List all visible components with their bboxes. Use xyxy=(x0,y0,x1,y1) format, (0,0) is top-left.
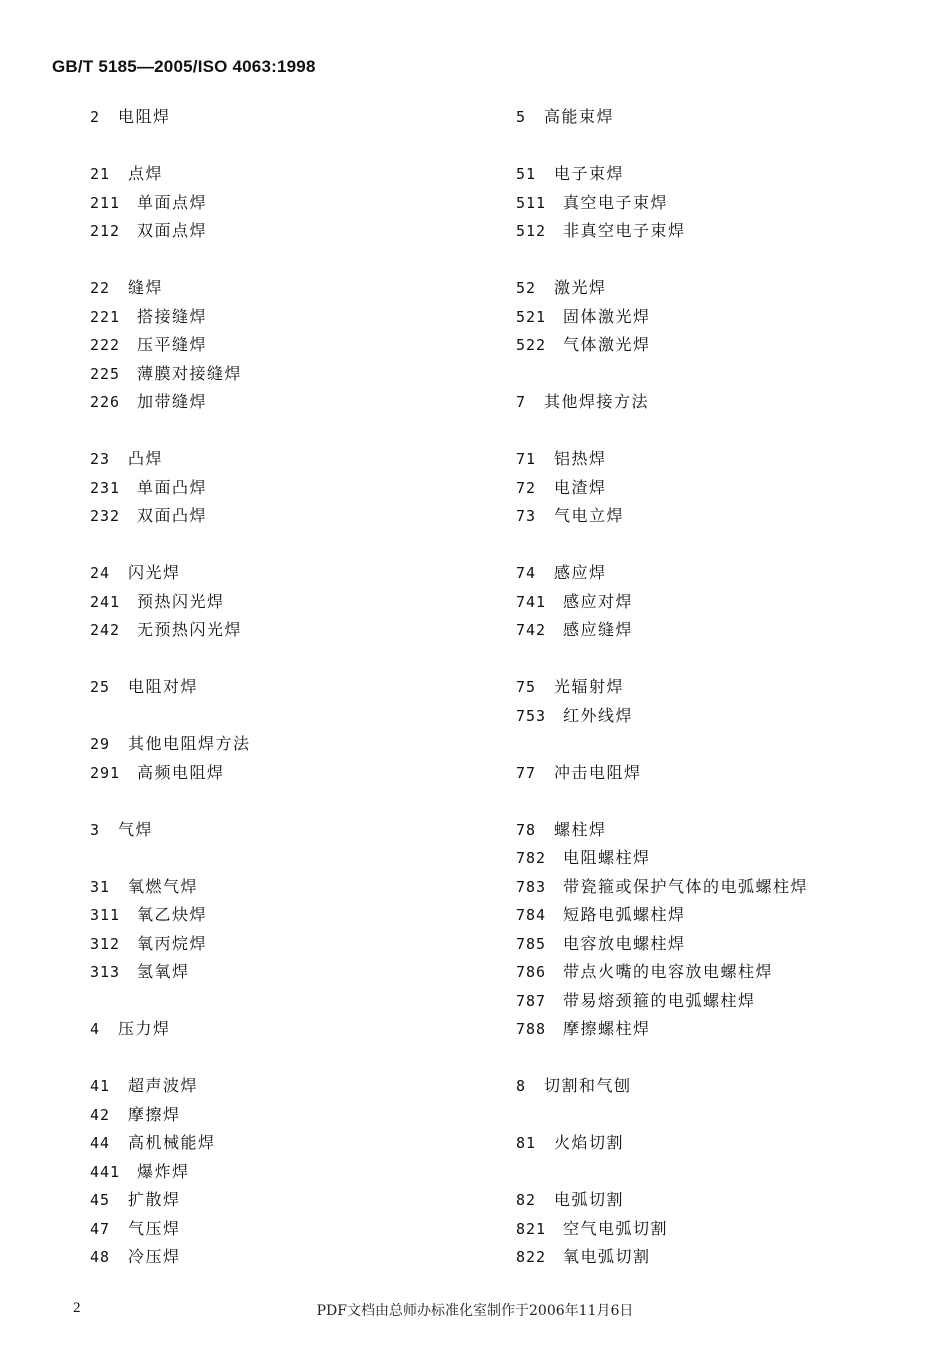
list-item xyxy=(516,189,668,217)
list-item xyxy=(90,1129,216,1157)
list-item xyxy=(516,987,756,1015)
list-item xyxy=(90,930,207,958)
item-label: 红外线焊 xyxy=(563,705,634,725)
list-item xyxy=(90,616,242,644)
list-item xyxy=(516,1015,651,1043)
list-item xyxy=(90,474,207,502)
list-item xyxy=(516,1243,651,1271)
item-label: 双面凸焊 xyxy=(137,506,208,525)
item-label: 扩散焊 xyxy=(128,1190,181,1209)
item-label: 双面点焊 xyxy=(137,221,208,240)
item-label: 氧电弧切割 xyxy=(563,1247,651,1266)
item-code: 221 xyxy=(90,307,121,326)
list-item xyxy=(516,702,633,730)
item-label: 固体激光焊 xyxy=(563,306,651,326)
item-code: 52 xyxy=(516,279,537,297)
list-item xyxy=(516,1129,624,1157)
item-label: 带点火嘴的电容放电螺柱焊 xyxy=(563,962,774,981)
item-code: 72 xyxy=(516,478,537,497)
item-code: 511 xyxy=(516,193,547,212)
list-item xyxy=(516,217,686,245)
item-code: 23 xyxy=(90,450,111,468)
standard-header: GB/T 5185—2005/ISO 4063:1998 xyxy=(52,57,316,76)
item-code: 25 xyxy=(90,678,111,696)
item-code: 22 xyxy=(90,279,111,297)
item-code: 787 xyxy=(516,991,547,1010)
list-item xyxy=(516,388,649,416)
item-code: 45 xyxy=(90,1191,111,1209)
list-item xyxy=(516,930,686,958)
list-item xyxy=(90,901,207,929)
item-label: 激光焊 xyxy=(554,278,607,297)
list-item xyxy=(516,588,633,616)
item-label: 气电立焊 xyxy=(554,506,625,525)
item-code: 788 xyxy=(516,1020,547,1038)
item-label: 摩擦焊 xyxy=(128,1104,181,1124)
item-code: 222 xyxy=(90,336,121,354)
item-code: 4 xyxy=(90,1020,101,1038)
item-code: 742 xyxy=(516,621,547,639)
item-label: 摩擦螺柱焊 xyxy=(563,1019,651,1038)
item-label: 高频电阻焊 xyxy=(137,762,225,782)
item-code: 225 xyxy=(90,364,121,383)
list-item xyxy=(90,502,207,530)
list-item xyxy=(90,1015,171,1043)
item-code: 291 xyxy=(90,763,121,782)
item-code: 42 xyxy=(90,1105,111,1124)
item-label: 爆炸焊 xyxy=(137,1161,190,1181)
item-label: 螺柱焊 xyxy=(554,819,607,839)
item-code: 441 xyxy=(90,1162,121,1181)
list-item xyxy=(90,360,242,388)
item-label: 光辐射焊 xyxy=(554,677,625,696)
item-code: 5 xyxy=(516,108,527,126)
list-item xyxy=(516,1186,624,1214)
item-label: 压力焊 xyxy=(118,1019,171,1038)
list-item xyxy=(516,873,808,901)
item-code: 74 xyxy=(516,564,537,582)
list-item xyxy=(90,1186,181,1214)
item-code: 77 xyxy=(516,763,537,782)
list-item xyxy=(90,730,251,758)
item-label: 真空电子束焊 xyxy=(563,192,669,212)
item-label: 气压焊 xyxy=(128,1218,181,1238)
item-label: 高机械能焊 xyxy=(128,1133,216,1152)
item-label: 冲击电阻焊 xyxy=(554,762,642,782)
item-code: 232 xyxy=(90,507,121,525)
item-code: 29 xyxy=(90,735,111,753)
list-item xyxy=(90,217,207,245)
item-label: 单面凸焊 xyxy=(137,477,208,497)
list-item xyxy=(516,502,624,530)
item-label: 电弧切割 xyxy=(554,1190,625,1209)
item-label: 氧燃气焊 xyxy=(128,876,199,896)
item-code: 783 xyxy=(516,877,547,896)
item-code: 313 xyxy=(90,963,121,981)
item-code: 753 xyxy=(516,706,547,725)
list-item xyxy=(90,759,225,787)
list-item xyxy=(516,474,607,502)
list-item xyxy=(90,559,181,587)
item-label: 电阻焊 xyxy=(118,107,171,126)
item-code: 71 xyxy=(516,450,537,468)
item-code: 521 xyxy=(516,307,547,326)
item-code: 73 xyxy=(516,507,537,525)
list-item xyxy=(90,816,153,844)
item-code: 44 xyxy=(90,1134,111,1152)
list-item xyxy=(90,160,163,188)
item-code: 784 xyxy=(516,906,547,924)
item-label: 铝热焊 xyxy=(554,449,607,468)
list-item xyxy=(516,844,651,872)
item-code: 512 xyxy=(516,222,547,240)
list-item xyxy=(90,103,171,131)
item-code: 226 xyxy=(90,393,121,411)
list-item xyxy=(516,445,607,473)
list-item xyxy=(516,274,607,302)
item-code: 3 xyxy=(90,820,101,839)
item-label: 火焰切割 xyxy=(554,1133,625,1152)
item-label: 单面点焊 xyxy=(137,192,208,212)
item-label: 气焊 xyxy=(118,819,154,839)
item-label: 氢氧焊 xyxy=(137,962,190,981)
page-number: 2 xyxy=(73,1300,81,1316)
item-code: 48 xyxy=(90,1248,111,1266)
footer-note: PDF文档由总师办标准化室制作于2006年11月6日 xyxy=(316,1303,634,1319)
item-label: 其他焊接方法 xyxy=(544,392,650,411)
list-item xyxy=(90,331,207,359)
item-label: 电阻螺柱焊 xyxy=(563,848,651,867)
item-code: 522 xyxy=(516,336,547,354)
list-item xyxy=(516,160,624,188)
item-code: 82 xyxy=(516,1191,537,1209)
list-item xyxy=(516,759,642,787)
item-code: 311 xyxy=(90,906,121,924)
list-item xyxy=(90,303,207,331)
item-label: 点焊 xyxy=(128,164,164,183)
item-code: 24 xyxy=(90,564,111,582)
item-label: 冷压焊 xyxy=(128,1247,181,1266)
item-code: 7 xyxy=(516,393,527,411)
item-code: 2 xyxy=(90,108,101,126)
item-label: 加带缝焊 xyxy=(137,392,208,411)
list-item xyxy=(90,1215,181,1243)
item-label: 非真空电子束焊 xyxy=(563,221,686,240)
list-item xyxy=(516,331,651,359)
list-item xyxy=(516,559,607,587)
item-code: 741 xyxy=(516,592,547,611)
item-code: 211 xyxy=(90,193,121,212)
list-item xyxy=(90,588,225,616)
list-item xyxy=(516,816,607,844)
item-label: 超声波焊 xyxy=(128,1076,199,1095)
item-code: 75 xyxy=(516,678,537,696)
item-code: 41 xyxy=(90,1077,111,1095)
item-code: 81 xyxy=(516,1134,537,1152)
list-item xyxy=(90,673,198,701)
list-item xyxy=(90,1243,181,1271)
item-label: 氧乙炔焊 xyxy=(137,905,208,924)
item-code: 231 xyxy=(90,478,121,497)
item-code: 312 xyxy=(90,934,121,953)
item-label: 感应对焊 xyxy=(563,591,634,611)
item-label: 高能束焊 xyxy=(544,107,615,126)
list-item xyxy=(90,274,163,302)
item-label: 切割和气刨 xyxy=(544,1076,632,1095)
item-label: 空气电弧切割 xyxy=(563,1218,669,1238)
item-code: 78 xyxy=(516,820,537,839)
item-code: 821 xyxy=(516,1219,547,1238)
item-label: 电子束焊 xyxy=(554,164,625,183)
list-item xyxy=(90,1101,181,1129)
item-code: 212 xyxy=(90,222,121,240)
item-label: 缝焊 xyxy=(128,278,164,297)
item-label: 搭接缝焊 xyxy=(137,306,208,326)
item-label: 电容放电螺柱焊 xyxy=(563,933,686,953)
list-item xyxy=(516,1072,632,1100)
item-label: 无预热闪光焊 xyxy=(137,620,243,639)
item-code: 31 xyxy=(90,877,111,896)
list-item xyxy=(516,616,633,644)
item-label: 短路电弧螺柱焊 xyxy=(563,905,686,924)
list-item xyxy=(90,958,190,986)
item-code: 21 xyxy=(90,165,111,183)
list-item xyxy=(516,1215,668,1243)
item-label: 闪光焊 xyxy=(128,563,181,582)
item-label: 电阻对焊 xyxy=(128,677,199,696)
item-code: 242 xyxy=(90,621,121,639)
item-label: 感应焊 xyxy=(554,563,607,582)
item-label: 气体激光焊 xyxy=(563,335,651,354)
item-label: 凸焊 xyxy=(128,449,164,468)
list-item xyxy=(90,1072,198,1100)
item-label: 氧丙烷焊 xyxy=(137,933,208,953)
list-item xyxy=(516,958,773,986)
item-label: 感应缝焊 xyxy=(563,620,634,639)
list-item xyxy=(90,445,163,473)
list-item xyxy=(516,673,624,701)
item-label: 预热闪光焊 xyxy=(137,591,225,611)
item-code: 8 xyxy=(516,1077,527,1095)
item-code: 786 xyxy=(516,963,547,981)
list-item xyxy=(516,901,686,929)
item-label: 薄膜对接缝焊 xyxy=(137,363,243,383)
item-label: 带易熔颈箍的电弧螺柱焊 xyxy=(563,990,756,1010)
list-item xyxy=(516,103,614,131)
list-item xyxy=(516,303,651,331)
list-item xyxy=(90,873,198,901)
list-item xyxy=(90,1158,190,1186)
item-code: 822 xyxy=(516,1248,547,1266)
item-code: 785 xyxy=(516,934,547,953)
item-label: 带瓷箍或保护气体的电弧螺柱焊 xyxy=(563,876,809,896)
list-item xyxy=(90,189,207,217)
item-code: 51 xyxy=(516,165,537,183)
item-code: 47 xyxy=(90,1219,111,1238)
list-item xyxy=(90,388,207,416)
item-code: 782 xyxy=(516,849,547,867)
item-code: 241 xyxy=(90,592,121,611)
item-label: 压平缝焊 xyxy=(137,335,208,354)
item-label: 电渣焊 xyxy=(554,477,607,497)
item-label: 其他电阻焊方法 xyxy=(128,734,251,753)
